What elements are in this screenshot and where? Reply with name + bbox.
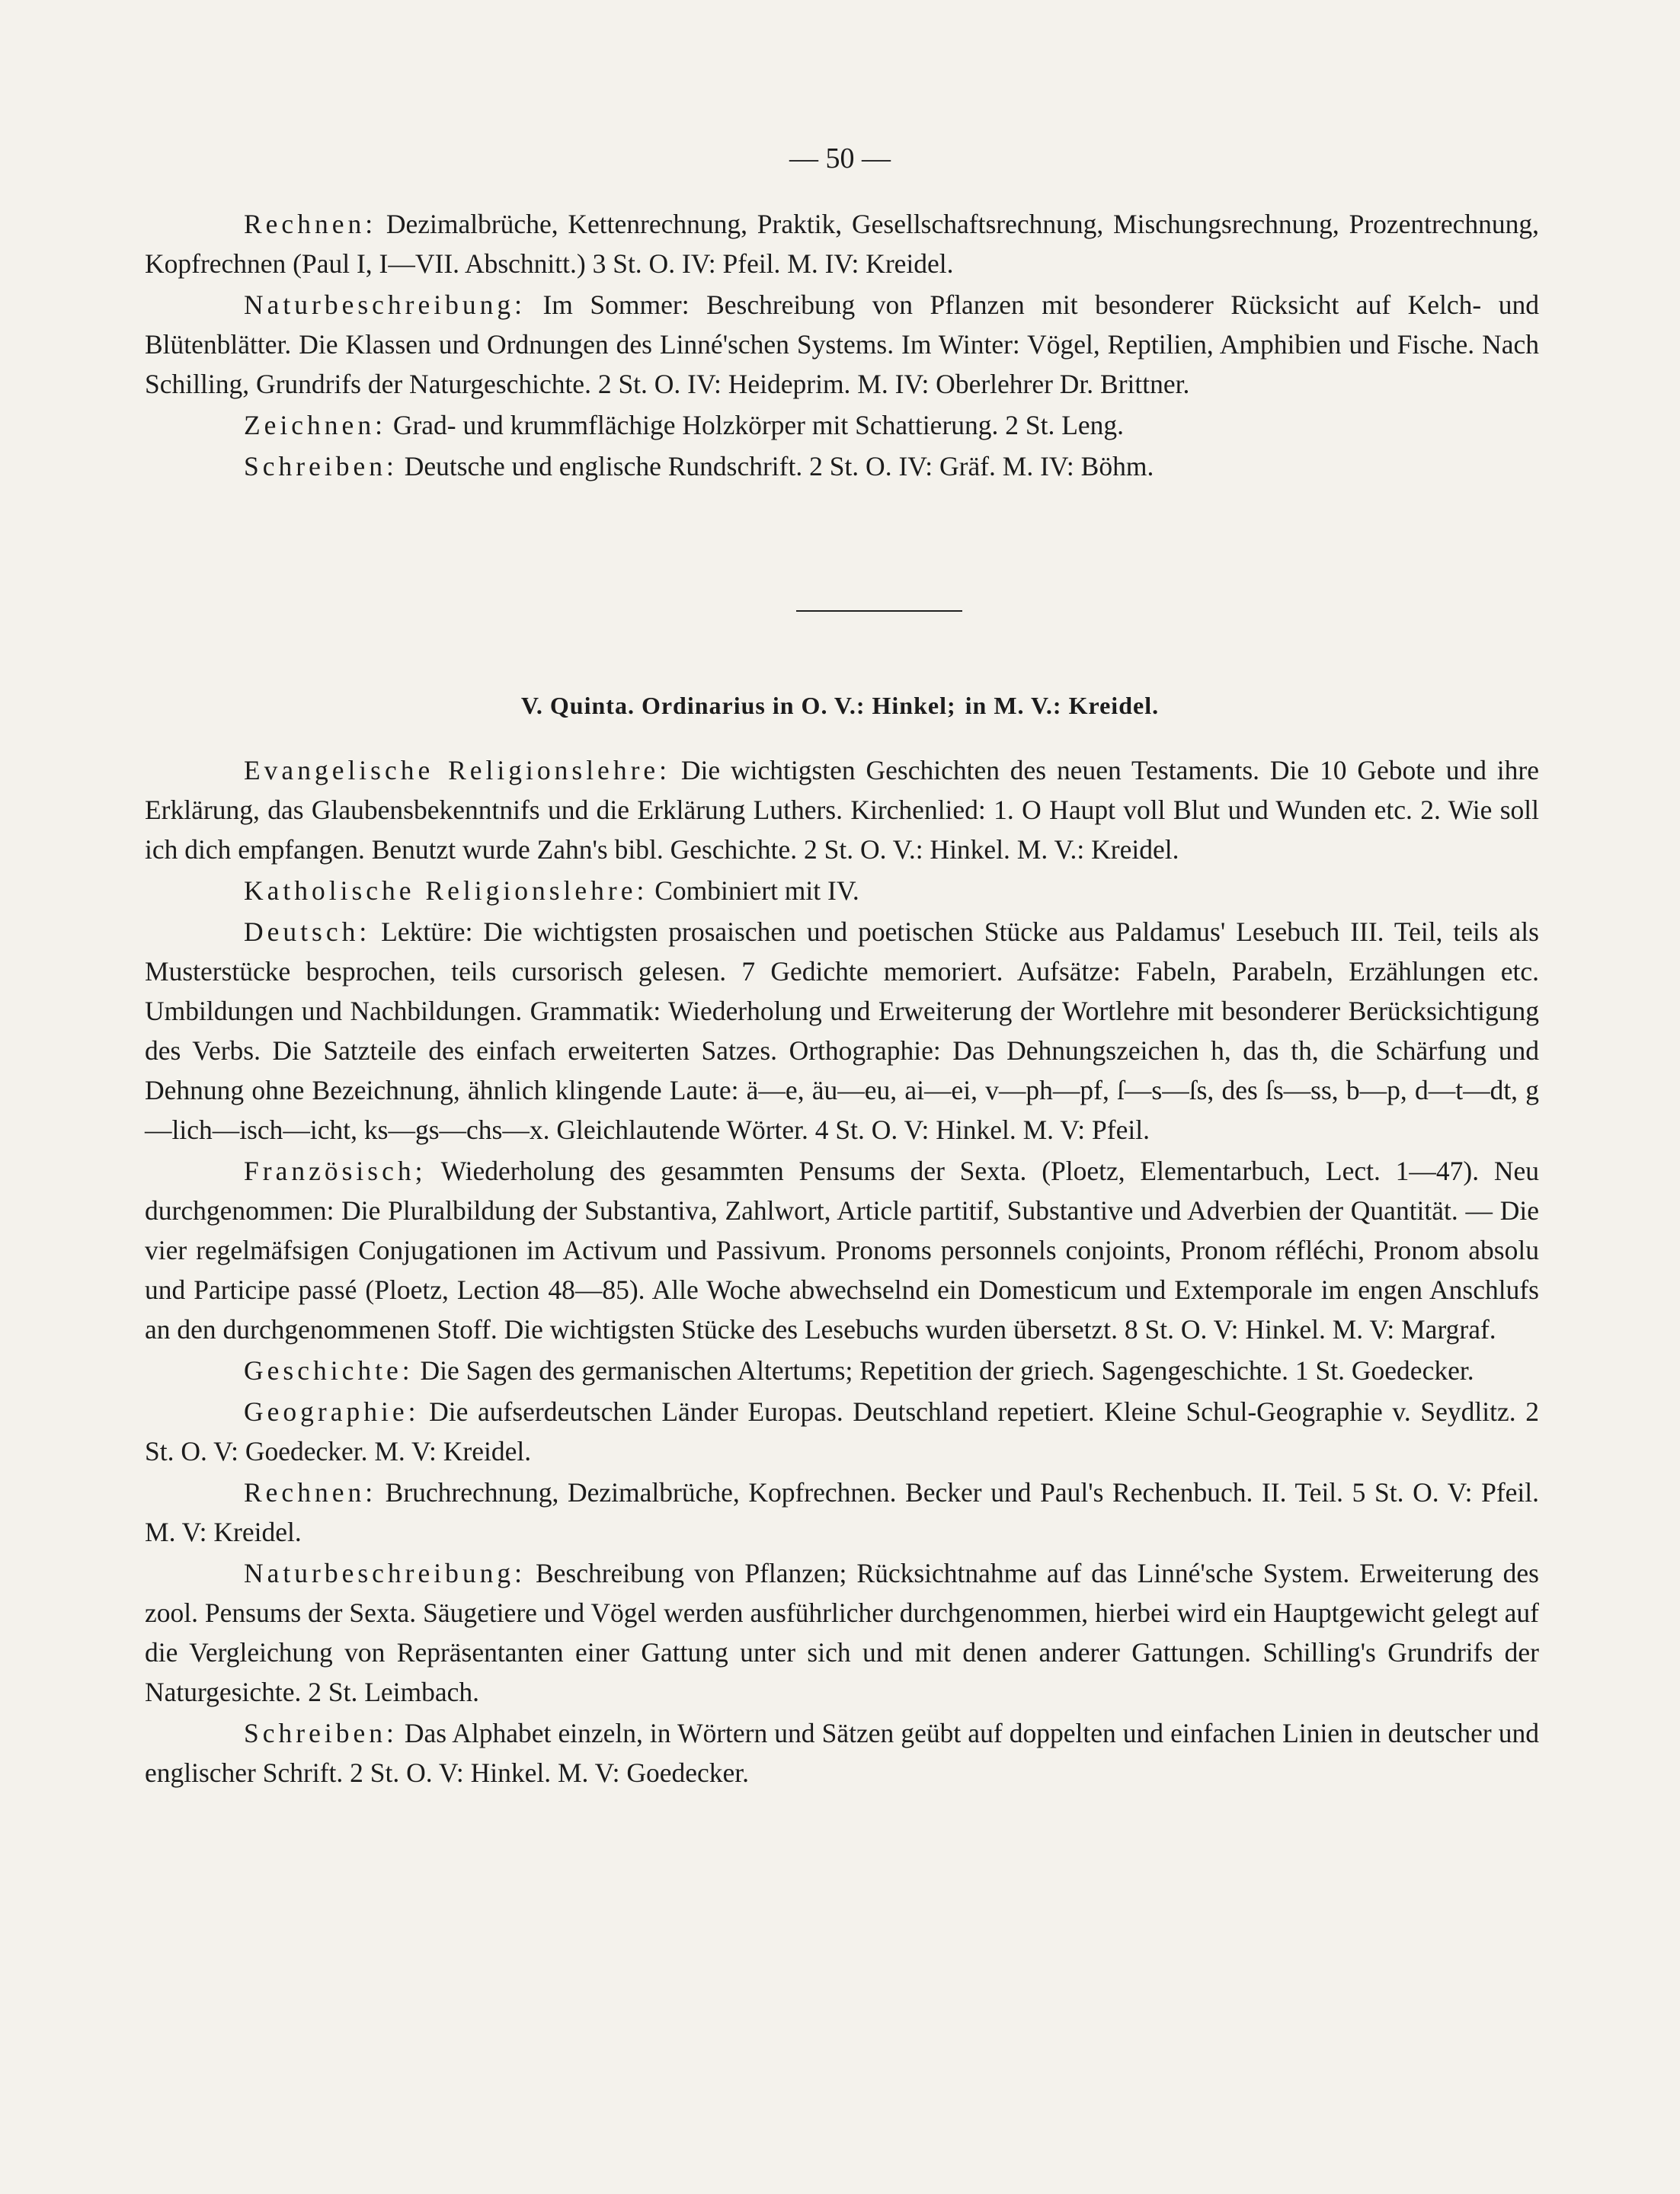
- paragraph-text: Combiniert mit IV.: [648, 875, 859, 906]
- subject-label: Zeichnen:: [244, 410, 386, 440]
- paragraph-rechnen-v: [145, 1473, 1539, 1552]
- subject-label: Naturbeschreibung:: [244, 1558, 526, 1588]
- paragraph-naturbeschreibung-iv: [145, 285, 1539, 404]
- paragraph-zeichnen-iv: [145, 405, 1539, 445]
- bottom-section: [145, 750, 1539, 1793]
- subject-label: Geographie:: [244, 1396, 420, 1427]
- paragraph-geographie: [145, 1392, 1539, 1471]
- subject-label: Naturbeschreibung:: [244, 289, 526, 320]
- paragraph-schreiben-iv: [145, 446, 1539, 486]
- section-heading: [0, 692, 1680, 720]
- paragraph-text: Die Sagen des germanischen Altertums; Repetition der griech. Sagengeschichte. 1 St. Goedecker.: [413, 1355, 1474, 1386]
- paragraph-text: Das Alphabet einzeln, in Wörtern und Sätzen geübt auf doppelten und einfachen Linien in deutscher und englischer Schrift. 2 St. O. V: Hinkel. M. V: Goedecker.: [145, 1718, 1539, 1788]
- paragraph-text: Die aufserdeutschen Länder Europas. Deutschland repetiert. Kleine Schul-Geographie v. Seydlitz. 2 St. O. V: Goedecker. M. V: Kreidel.: [145, 1396, 1539, 1466]
- subject-label: Evangelische Religionslehre:: [244, 755, 671, 785]
- paragraph-franzoesisch: [145, 1151, 1539, 1349]
- paragraph-text: Bruchrechnung, Dezimalbrüche, Kopfrechnen. Becker und Paul's Rechenbuch. II. Teil. 5 St. O. V: Pfeil. M. V: Kreidel.: [145, 1477, 1539, 1547]
- subject-label: Rechnen:: [244, 1477, 377, 1508]
- subject-label: Deutsch:: [244, 916, 371, 947]
- paragraph-rechnen-iv: [145, 204, 1539, 283]
- subject-label: Rechnen:: [244, 209, 377, 239]
- paragraph-text: Wiederholung des gesammten Pensums der Sexta. (Ploetz, Elementarbuch, Lect. 1—47). Neu durchgenommen: Die Pluralbildung der Substantiva, Zahlwort, Article partitif, Substantive und Adverbien der Quantität. — Die vier regelmäfsigen Conjugationen im Activum und Passivum. Pronoms personnels conjoints, Pronom réfléchi, Pronom absolu und Participe passé (Ploetz, Lection 48—85). Alle Woche abwechselnd ein Domesticum und Extemporale im engen Anschlufs an den durchgenommenen Stoff. Die wichtigsten Stücke des Lesebuchs wurden übersetzt. 8 St. O. V: Hinkel. M. V: Margraf.: [145, 1156, 1539, 1345]
- paragraph-text: Lektüre: Die wichtigsten prosaischen und poetischen Stücke aus Paldamus' Lesebuch III. Teil, teils als Musterstücke besprochen, teils cursorisch gelesen. 7 Gedichte memoriert. Aufsätze: Fabeln, Parabeln, Erzählungen etc. Umbildungen und Nachbildungen. Grammatik: Wiederholung und Erweiterung der Wortlehre mit besonderer Berücksichtigung des Verbs. Die Satzteile des einfach erweiterten Satzes. Orthographie: Das Dehnungszeichen h, das th, die Schärfung und Dehnung ohne Bezeichnung, ähnlich klingende Laute: ä—e, äu—eu, ai—ei, v—ph—pf, ſ—s—ſs, des ſs—ss, b—p, d—t—dt, g—lich—isch—icht, ks—gs—chs—x. Gleichlautende Wörter. 4 St. O. V: Hinkel. M. V: Pfeil.: [145, 916, 1539, 1145]
- top-section: [145, 204, 1539, 486]
- paragraph-text: Die wichtigsten Geschichten des neuen Testaments. Die 10 Gebote und ihre Erklärung, das Glaubensbekenntnifs und die Erklärung Luthers. Kirchenlied: 1. O Haupt voll Blut und Wunden etc. 2. Wie soll ich dich empfangen. Benutzt wurde Zahn's bibl. Geschichte. 2 St. O. V.: Hinkel. M. V.: Kreidel.: [145, 755, 1540, 865]
- paragraph-deutsch: [145, 912, 1539, 1150]
- paragraph-text: Dezimalbrüche, Kettenrechnung, Praktik, Gesellschaftsrechnung, Mischungsrechnung, Prozentrechnung, Kopfrechnen (Paul I, I—VII. Abschnitt.) 3 St. O. IV: Pfeil. M. IV: Kreidel.: [145, 209, 1539, 279]
- paragraph-naturbeschreibung-v: [145, 1553, 1539, 1712]
- paragraph-evangelische-religionslehre: [145, 750, 1539, 869]
- subject-label: Schreiben:: [244, 451, 398, 481]
- page-number: — 50 —: [789, 142, 891, 174]
- paragraph-schreiben-v: [145, 1713, 1539, 1793]
- subject-label: Schreiben:: [244, 1718, 398, 1748]
- heading-part-2: in M. V.: Kreidel.: [965, 692, 1160, 719]
- paragraph-geschichte: [145, 1351, 1539, 1390]
- subject-label: Katholische Religionslehre:: [244, 875, 648, 906]
- section-divider: [796, 610, 962, 612]
- subject-label: Französisch;: [244, 1156, 427, 1186]
- paragraph-text: Im Sommer: Beschreibung von Pflanzen mit besonderer Rücksicht auf Kelch- und Blütenblätter. Die Klassen und Ordnungen des Linné'schen Systems. Im Winter: Vögel, Reptilien, Amphibien und Fische. Nach Schilling, Grundrifs der Naturgeschichte. 2 St. O. IV: Heideprim. M. IV: Oberlehrer Dr. Brittner.: [145, 289, 1539, 399]
- subject-label: Geschichte:: [244, 1355, 414, 1386]
- paragraph-text: Deutsche und englische Rundschrift. 2 St. O. IV: Gräf. M. IV: Böhm.: [397, 451, 1154, 481]
- paragraph-text: Grad- und krummflächige Holzkörper mit Schattierung. 2 St. Leng.: [386, 410, 1125, 440]
- paragraph-text: Beschreibung von Pflanzen; Rücksichtnahme auf das Linné'sche System. Erweiterung des zool. Pensums der Sexta. Säugetiere und Vögel werden ausführlicher durchgenommen, hierbei wird ein Hauptgewicht gelegt auf die Vergleichung von Repräsentanten einer Gattung unter sich und mit denen anderer Gattungen. Schilling's Grundrifs der Naturgesichte. 2 St. Leimbach.: [145, 1558, 1539, 1707]
- heading-part-1: V. Quinta. Ordinarius in O. V.: Hinkel;: [520, 692, 956, 719]
- paragraph-katholische-religionslehre: [145, 871, 1539, 910]
